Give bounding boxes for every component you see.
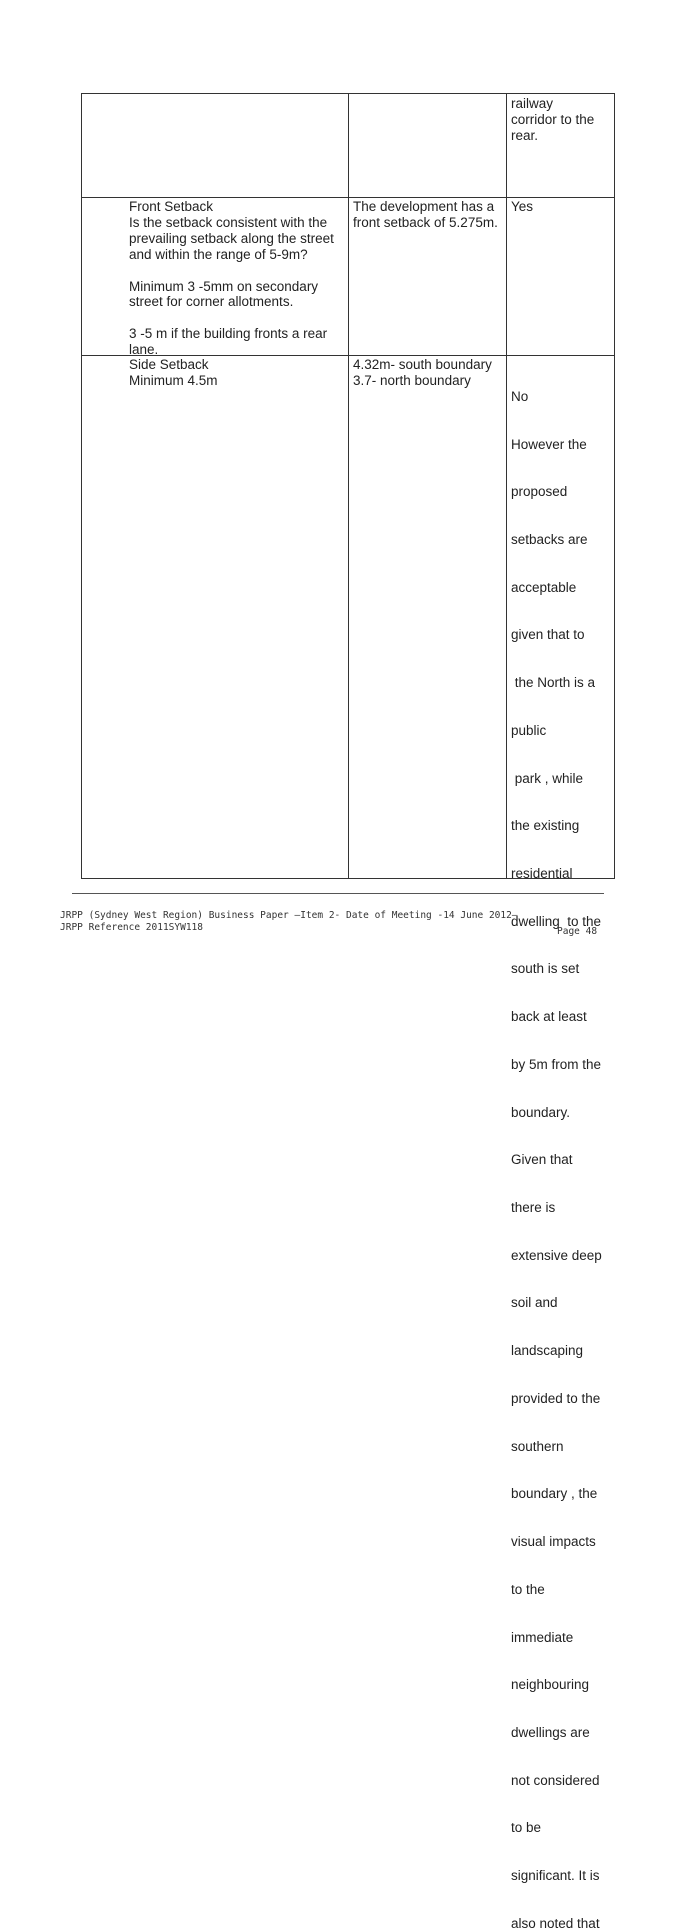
text-line: also noted that — [511, 1915, 600, 1930]
side-setback-compliance-cell — [511, 357, 611, 1930]
text-line: to the — [511, 1581, 545, 1597]
text-line: the North is a — [511, 675, 596, 691]
text-line: Given that — [511, 1152, 573, 1168]
text-line: lane. — [129, 342, 159, 358]
text-line: 3.7- north boundary — [353, 372, 471, 388]
text-line: Yes — [511, 199, 534, 214]
row-divider — [82, 197, 614, 198]
text-line: soil and — [511, 1295, 558, 1311]
text-line: boundary. — [511, 1104, 571, 1120]
front-setback-requirement-cell — [129, 199, 345, 358]
row1-compliance-cell — [511, 96, 611, 144]
footer-business-paper: JRPP (Sydney West Region) Business Paper –Item 2- Date of Meeting -14 June 2012– — [60, 910, 518, 921]
text-line: street for corner allotments. — [129, 294, 294, 310]
text-line: neighbouring — [511, 1677, 590, 1693]
spacer — [129, 310, 345, 326]
text-line: public — [511, 722, 547, 738]
page-number: Page 48 — [557, 926, 598, 937]
text-line: provided to the — [511, 1390, 601, 1406]
text-line: Is the setback consistent with the — [129, 214, 328, 230]
text-line: south is set — [511, 961, 580, 977]
text-line: extensive deep — [511, 1247, 602, 1263]
text-line: significant. It is — [511, 1868, 600, 1884]
front-setback-heading: Front Setback — [129, 199, 214, 214]
text-line: residential — [511, 866, 573, 881]
text-line: the existing — [511, 818, 580, 834]
text-line: proposed — [511, 484, 568, 500]
front-setback-compliance-cell — [511, 199, 611, 215]
side-setback-heading: Side Setback — [129, 357, 209, 372]
column-divider — [348, 94, 349, 878]
footer-reference: JRPP Reference 2011SYW118 — [60, 922, 203, 933]
text-line: immediate — [511, 1629, 574, 1645]
text-line: Minimum 3 -5mm on secondary — [129, 278, 319, 294]
text-line: park , while — [511, 770, 584, 786]
text-line: landscaping — [511, 1343, 584, 1359]
text-line: corridor to the — [511, 111, 595, 127]
text-line: visual impacts — [511, 1534, 596, 1550]
text-line: back at least — [511, 1009, 587, 1025]
text-line: there is — [511, 1200, 556, 1216]
spacer — [129, 263, 345, 279]
front-setback-proposal-cell — [353, 199, 503, 231]
text-line: 4.32m- south boundary — [353, 357, 492, 372]
text-line: railway — [511, 96, 554, 111]
text-line: rear. — [511, 127, 539, 143]
footer-divider — [72, 893, 604, 894]
text-line: prevailing setback along the street — [129, 230, 334, 246]
text-line: The development has a — [353, 199, 495, 214]
text-line: However the — [511, 436, 587, 452]
text-line: setbacks are — [511, 531, 588, 547]
text-line: Minimum 4.5m — [129, 372, 218, 388]
text-line: boundary , the — [511, 1486, 598, 1502]
text-line: dwelling to the — [511, 913, 602, 929]
text-line: to be — [511, 1820, 542, 1836]
text-line: 3 -5 m if the building fronts a rear — [129, 326, 328, 342]
text-line: southern — [511, 1438, 564, 1454]
text-line: and within the range of 5-9m? — [129, 246, 308, 262]
side-setback-proposal-cell — [353, 357, 503, 389]
text-line: not considered — [511, 1772, 600, 1788]
text-line: No — [511, 388, 529, 404]
column-divider — [506, 94, 507, 878]
side-setback-requirement-cell — [129, 357, 345, 389]
text-line: front setback of 5.275m. — [353, 214, 498, 230]
text-line: given that to — [511, 627, 585, 643]
text-line: dwellings are — [511, 1724, 590, 1740]
text-line: by 5m from the — [511, 1056, 602, 1072]
text-line: acceptable — [511, 579, 577, 595]
